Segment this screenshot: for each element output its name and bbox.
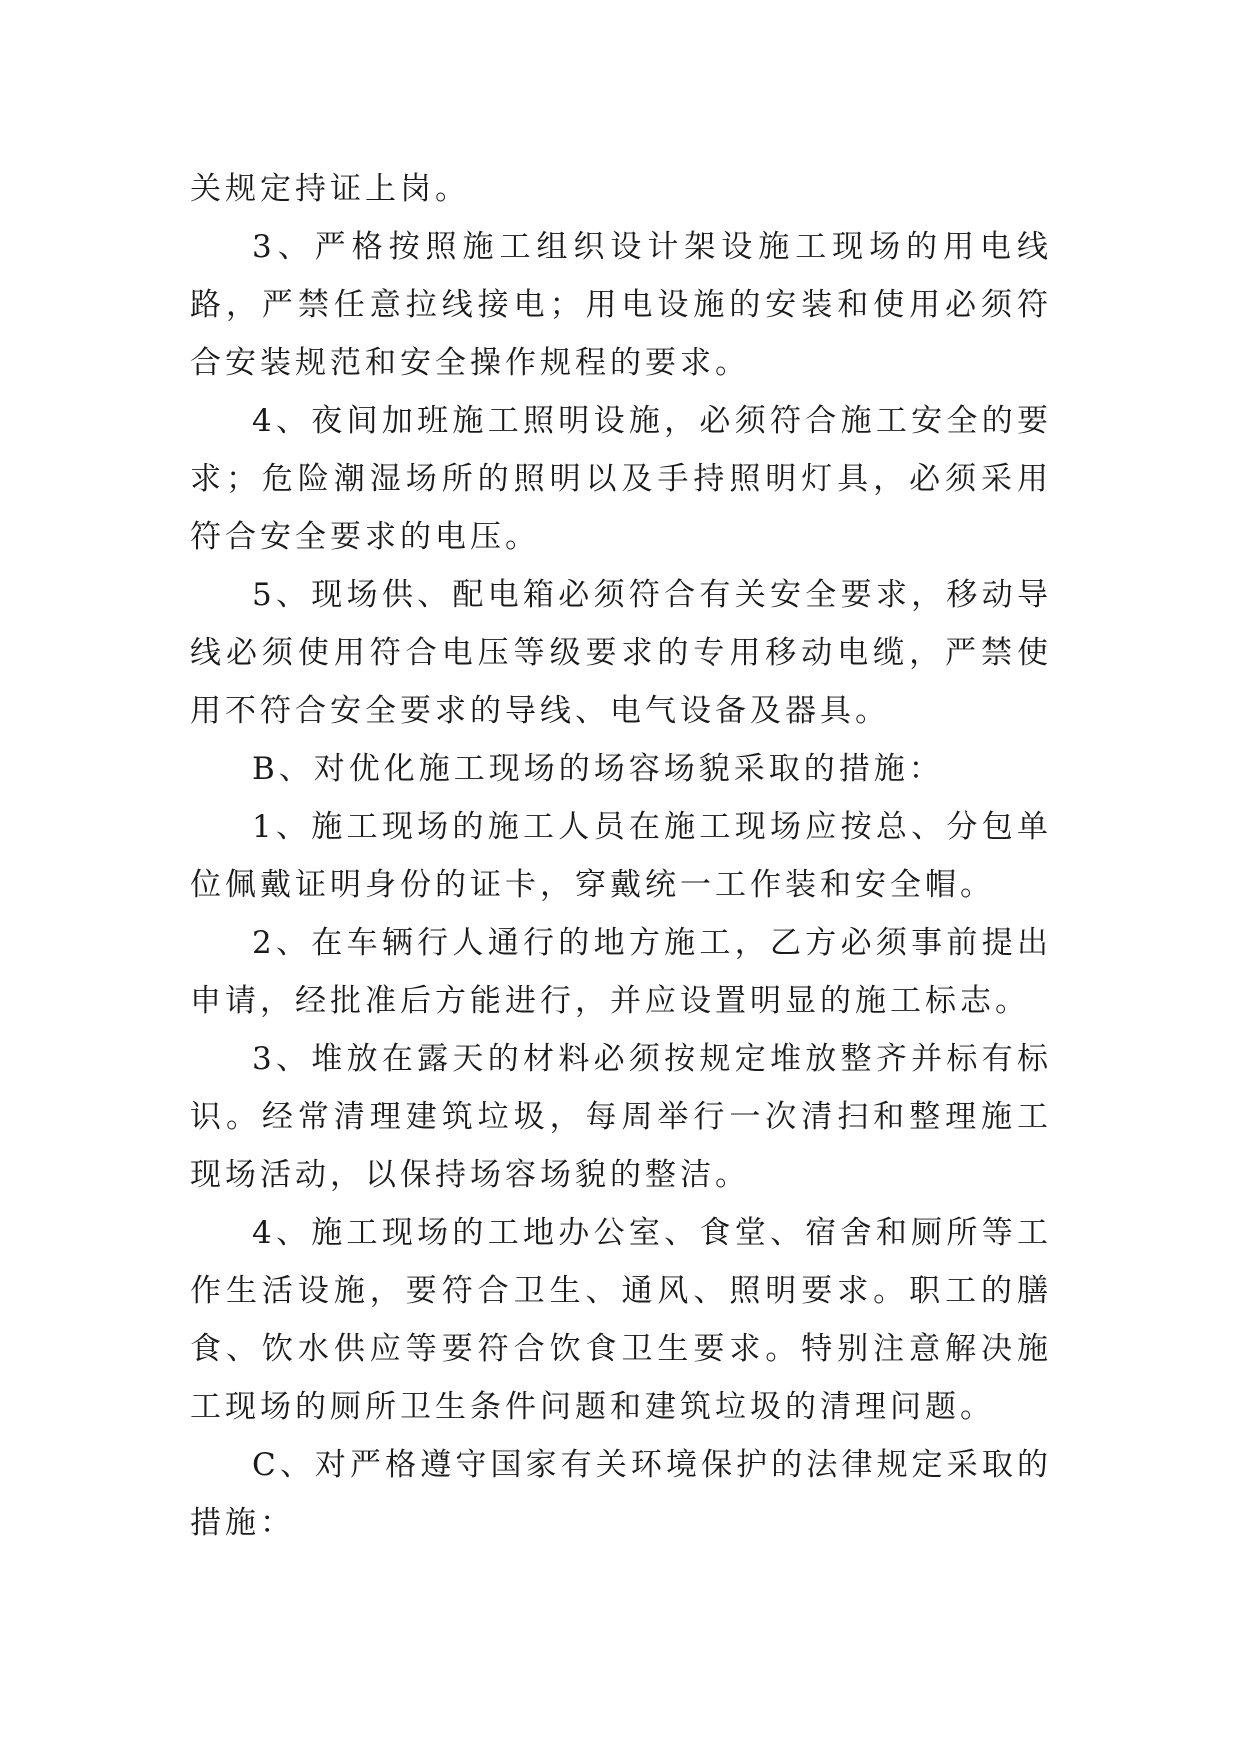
paragraph-1: 关规定持证上岗。 xyxy=(190,171,470,207)
paragraph-8: 4、施工现场的工地办公室、食堂、宿舍和厕所等工作生活设施，要符合卫生、通风、照明要求。职工的膳食、饮水供应等要符合饮食卫生要求。特别注意解决施工现场的厕所卫生条件问题和建筑垃圾的清理问题。 xyxy=(190,1215,1052,1425)
section-heading-c: C、对严格遵守国家有关环境保护的法律规定采取的措施： xyxy=(190,1447,1052,1541)
paragraph-6: 2、在车辆行人通行的地方施工，乙方必须事前提出申请，经批准后方能进行，并应设置明显的施工标志。 xyxy=(190,925,1052,1019)
paragraph-4: 5、现场供、配电箱必须符合有关安全要求，移动导线必须使用符合电压等级要求的专用移动电缆，严禁使用不符合安全要求的导线、电气设备及器具。 xyxy=(190,577,1052,729)
paragraph-3: 4、夜间加班施工照明设施，必须符合施工安全的要求；危险潮湿场所的照明以及手持照明灯具，必须采用符合安全要求的电压。 xyxy=(190,403,1052,555)
document-body xyxy=(190,160,1052,1552)
section-heading-b: B、对优化施工现场的场容场貌采取的措施： xyxy=(252,751,944,787)
paragraph-7: 3、堆放在露天的材料必须按规定堆放整齐并标有标识。经常清理建筑垃圾，每周举行一次清扫和整理施工现场活动，以保持场容场貌的整洁。 xyxy=(190,1041,1052,1193)
paragraph-2: 3、严格按照施工组织设计架设施工现场的用电线路，严禁任意拉线接电；用电设施的安装和使用必须符合安装规范和安全操作规程的要求。 xyxy=(190,229,1052,381)
paragraph-5: 1、施工现场的施工人员在施工现场应按总、分包单位佩戴证明身份的证卡，穿戴统一工作装和安全帽。 xyxy=(190,809,1052,903)
